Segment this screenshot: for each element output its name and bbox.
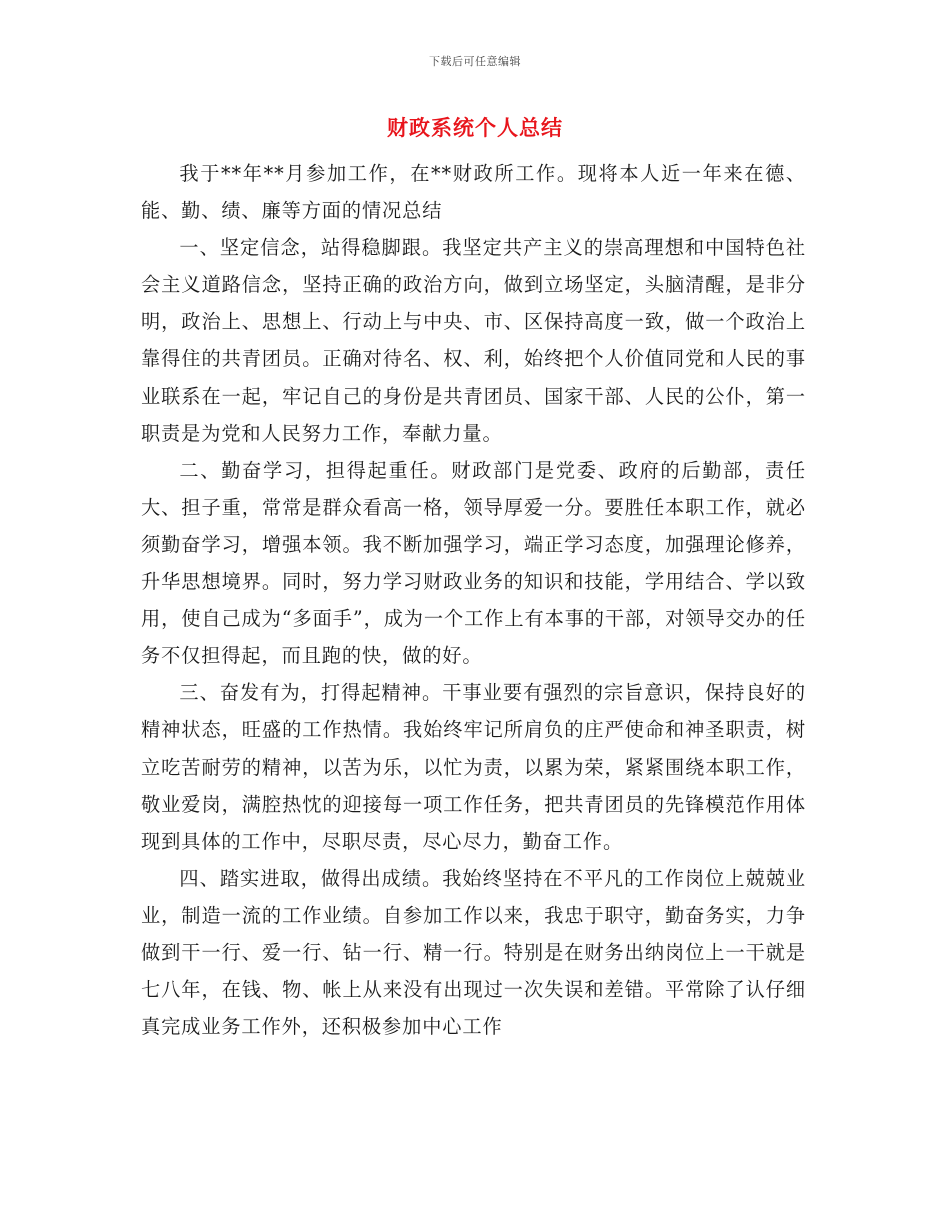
paragraph-section-3: 三、奋发有为，打得起精神。干事业要有强烈的宗旨意识，保持良好的精神状态，旺盛的工作热情。我始终牢记所肩负的庄严使命和神圣职责，树立吃苦耐劳的精神，以苦为乐，以忙为责，以累为荣，紧紧围绕本职工作，敬业爱岗，满腔热忱的迎接每一项工作任务，把共青团员的先锋模范作用体现到具体的工作中，尽职尽责，尽心尽力，勤奋工作。 — [141, 681, 806, 853]
document-body — [141, 155, 806, 1045]
paragraph-intro: 我于**年**月参加工作，在**财政所工作。现将本人近一年来在德、能、勤、绩、廉等方面的情况总结 — [141, 162, 806, 223]
document-title: 财政系统个人总结 — [387, 115, 563, 140]
paragraph-section-4: 四、踏实进取，做得出成绩。我始终坚持在不平凡的工作岗位上兢兢业业，制造一流的工作业绩。自参加工作以来，我忠于职守，勤奋务实，力争做到干一行、爱一行、钻一行、精一行。特别是在财务出纳岗位上一干就是七八年，在钱、物、帐上从来没有出现过一次失误和差错。平常除了认仔细真完成业务工作外，还积极参加中心工作 — [141, 866, 806, 1039]
header-note: 下载后可任意编辑 — [429, 55, 521, 68]
paragraph-section-2: 二、勤奋学习，担得起重任。财政部门是党委、政府的后勤部，责任大、担子重，常常是群众看高一格，领导厚爱一分。要胜任本职工作，就必须勤奋学习，增强本领。我不断加强学习，端正学习态度，加强理论修养，升华思想境界。同时，努力学习财政业务的知识和技能，学用结合、学以致用，使自己成为“多面手”，成为一个工作上有本事的干部，对领导交办的任务不仅担得起，而且跑的快，做的好。 — [141, 458, 806, 668]
paragraph-section-1: 一、坚定信念，站得稳脚跟。我坚定共产主义的崇高理想和中国特色社会主义道路信念，坚持正确的政治方向，做到立场坚定，头脑清醒，是非分明，政治上、思想上、行动上与中央、市、区保持高度一致，做一个政治上靠得住的共青团员。正确对待名、权、利，始终把个人价值同党和人民的事业联系在一起，牢记自己的身份是共青团员、国家干部、人民的公仆，第一职责是为党和人民努力工作，奉献力量。 — [141, 236, 806, 445]
